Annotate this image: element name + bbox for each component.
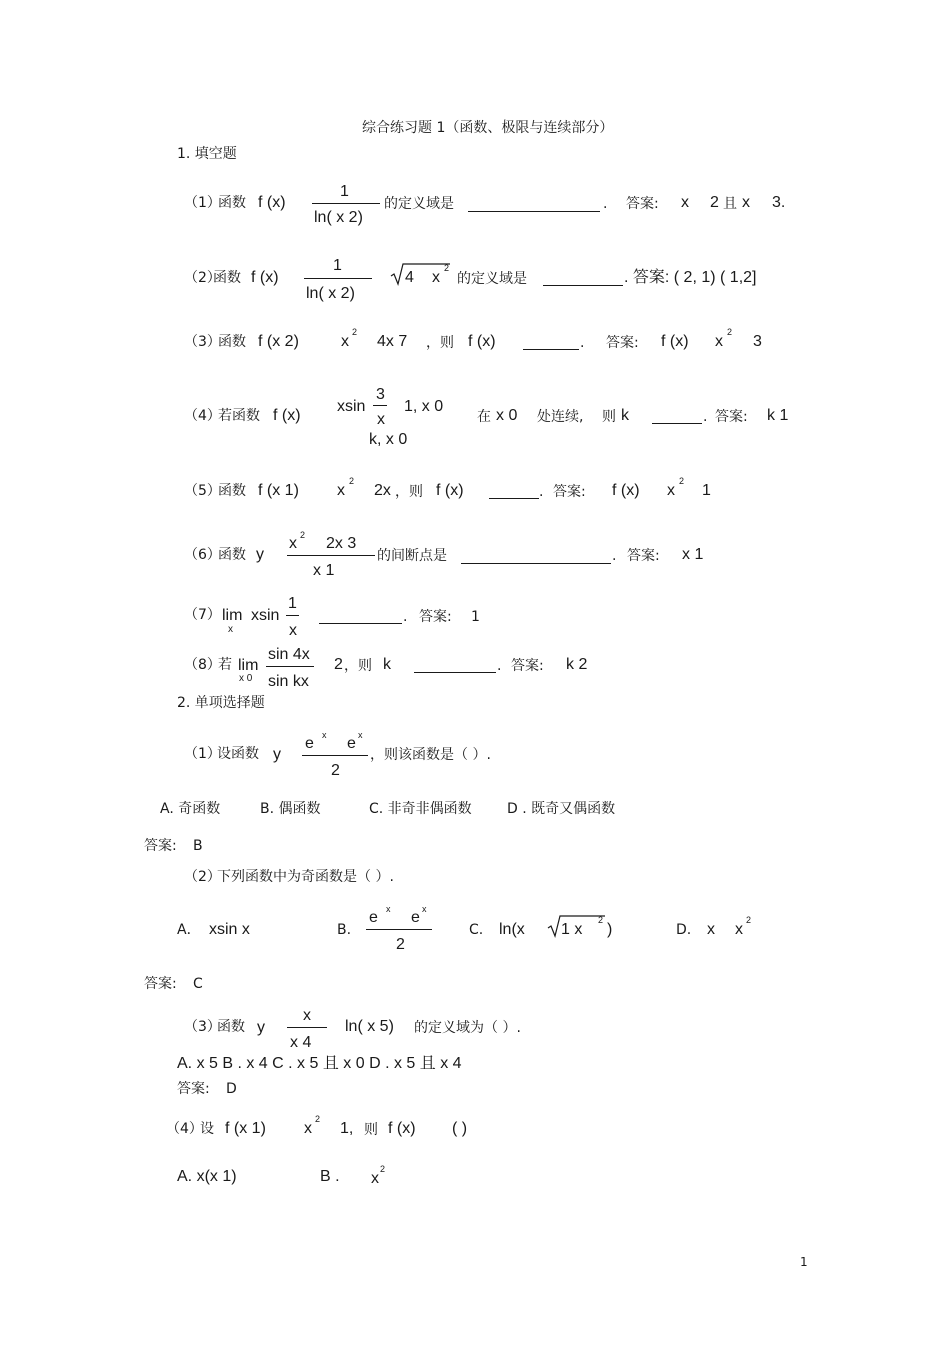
answer-text: x 1: [682, 546, 704, 563]
fraction-numerator: e: [411, 909, 420, 926]
fraction-numerator: 3: [376, 386, 385, 403]
answer-blank: [543, 285, 623, 286]
limit-subscript: x: [228, 624, 233, 635]
punctuation: .: [403, 609, 408, 625]
fraction-bar: [304, 278, 372, 279]
math-expression: f (x 2): [258, 333, 299, 350]
fraction-numerator: e: [305, 735, 314, 752]
fraction-bar: [373, 405, 387, 406]
option-b-label: B.: [337, 922, 352, 938]
option-a: xsin x: [209, 921, 250, 938]
question-text: 函数: [213, 270, 241, 286]
punctuation: .: [497, 658, 502, 674]
fraction-denominator: x: [289, 622, 297, 639]
question-text: 函数: [218, 547, 246, 563]
fraction-denominator: sin kx: [268, 673, 309, 690]
math-expression: x: [337, 482, 345, 499]
math-expression: 2x: [374, 482, 391, 499]
question-number: （2）: [184, 270, 221, 286]
exponent: x: [422, 904, 427, 914]
fraction-denominator: ln( x 2): [306, 285, 355, 302]
answer-text: f (x): [661, 333, 689, 350]
math-expression: f (x 1): [258, 482, 299, 499]
question-number: （4）: [166, 1121, 203, 1137]
option-d: D . 既奇又偶函数: [507, 801, 616, 817]
answer-label: 答案:: [626, 196, 659, 212]
fraction-numerator: 1: [340, 183, 349, 200]
option-d: x: [707, 921, 715, 938]
question-text: 若函数: [218, 408, 260, 424]
exponent: 2: [352, 327, 358, 337]
question-text: 函数: [218, 334, 246, 350]
math-expression: f (x): [468, 333, 496, 350]
math-expression: x: [341, 333, 349, 350]
fraction-denominator: ln( x 2): [314, 209, 363, 226]
fraction-numerator: e: [369, 909, 378, 926]
fraction-bar: [366, 929, 432, 930]
math-expression: f (x): [258, 194, 286, 211]
fraction-numerator: x: [303, 1007, 311, 1024]
options-row: A. x 5 B . x 4 C . x 5 且 x 0 D . x 5 且 x 4: [177, 1055, 462, 1072]
page-title: 综合练习题 1（函数、极限与连续部分）: [362, 120, 614, 136]
question-number: （1）: [184, 195, 221, 211]
answer-text: 2: [710, 194, 719, 211]
sqrt-symbol-icon: [390, 262, 452, 288]
question-number: （6）: [184, 547, 221, 563]
section-2-heading: 2. 单项选择题: [177, 695, 265, 711]
question-number: （1）: [184, 746, 221, 762]
fraction-numerator: 2x 3: [326, 535, 357, 552]
option-a: A. x(x 1): [177, 1168, 237, 1185]
answer-label: 答案:: [419, 609, 452, 625]
answer-text: 1: [471, 609, 480, 625]
exponent: x: [322, 730, 327, 740]
fraction-bar: [302, 755, 368, 756]
question-text: 的定义域是: [457, 271, 527, 287]
answer-text: D: [226, 1081, 237, 1097]
answer-paren: ( ): [452, 1120, 468, 1137]
question-text: 函数: [217, 1019, 245, 1035]
question-text: ，则该函数是（ ）.: [370, 747, 491, 763]
answer-text: 3.: [772, 194, 786, 211]
answer-text: C: [193, 976, 203, 992]
fraction-bar: [286, 615, 299, 616]
question-text: 在: [477, 409, 491, 425]
answer-text: 且: [723, 196, 737, 212]
fraction-bar: [312, 203, 380, 204]
exponent: 2: [727, 327, 733, 337]
math-expression: xsin: [251, 607, 280, 624]
punctuation: .: [603, 196, 608, 212]
exponent: 2: [380, 1164, 386, 1174]
option-c: ): [607, 921, 613, 938]
math-expression: f (x): [251, 269, 279, 286]
question-number: （3）: [184, 334, 221, 350]
fraction-denominator: 2: [396, 936, 405, 953]
fraction-denominator: x 1: [313, 562, 335, 579]
answer-text: B: [193, 838, 203, 854]
exponent: 2: [679, 476, 685, 486]
question-number: （8）: [184, 657, 221, 673]
page-number: 1: [800, 1255, 808, 1269]
option-c-label: C.: [469, 922, 484, 938]
fraction-bar: [287, 555, 375, 556]
section-1-heading: 1. 填空题: [177, 146, 237, 162]
math-expression: y: [273, 746, 281, 763]
exponent: 2: [746, 915, 752, 925]
option-c: 1 x: [561, 921, 583, 938]
option-a: A. 奇函数: [160, 801, 221, 817]
answer-blank: [489, 498, 539, 499]
exponent: 2: [598, 915, 604, 925]
question-text: 的定义域为（ ）.: [414, 1020, 521, 1036]
answer-label: 答案:: [627, 548, 660, 564]
option-d: x: [735, 921, 743, 938]
option-b: B. 偶函数: [260, 801, 321, 817]
limit-subscript: x 0: [239, 673, 253, 684]
exponent: 2: [349, 476, 355, 486]
answer-label: 答案:: [144, 838, 177, 854]
answer-blank: [652, 423, 702, 424]
option-c: ln(x: [499, 921, 525, 938]
answer-label: 答案:: [553, 484, 586, 500]
answer-text: . 答案: ( 2, 1) ( 1,2]: [624, 269, 757, 286]
math-expression: y: [256, 546, 264, 563]
question-text: 函数: [218, 483, 246, 499]
limit-operator: lim: [222, 607, 243, 624]
question-text: 设: [200, 1121, 214, 1137]
answer-text: x: [742, 194, 750, 211]
math-expression: x 0: [496, 407, 518, 424]
answer-text: x: [681, 194, 689, 211]
question-text: 的定义域是: [384, 196, 454, 212]
fraction-denominator: x 4: [290, 1034, 312, 1051]
fraction-numerator: x: [289, 535, 297, 552]
math-expression: 4: [405, 269, 414, 286]
option-b-label: B .: [320, 1168, 340, 1185]
math-expression: x: [304, 1120, 312, 1137]
fraction-denominator: 2: [331, 762, 340, 779]
option-a-label: A．: [177, 922, 201, 938]
option-b: x: [371, 1170, 379, 1187]
answer-text: f (x): [612, 482, 640, 499]
question-number: （7）: [184, 607, 221, 623]
exponent: 2: [300, 530, 306, 540]
limit-operator: lim: [238, 657, 259, 674]
answer-label: 答案:: [606, 335, 639, 351]
answer-blank: [461, 563, 611, 564]
question-text: ，则: [395, 484, 423, 500]
math-expression: k: [383, 656, 391, 673]
answer-blank: [319, 623, 402, 624]
question-text: 则: [602, 409, 616, 425]
answer-label: 答案:: [715, 409, 748, 425]
exponent: 2: [444, 263, 450, 273]
answer-label: 答案:: [177, 1081, 210, 1097]
answer-label: 答案:: [144, 976, 177, 992]
math-expression: f (x): [273, 407, 301, 424]
answer-label: 答案:: [511, 658, 544, 674]
punctuation: .: [580, 335, 585, 351]
math-expression: 4x 7: [377, 333, 408, 350]
answer-text: x: [667, 482, 675, 499]
answer-text: k 2: [566, 656, 588, 673]
fraction-numerator: 1: [288, 595, 297, 612]
math-expression: f (x): [388, 1120, 416, 1137]
math-expression: xsin: [337, 398, 366, 415]
fraction-numerator: 1: [333, 257, 342, 274]
question-text: 的间断点是: [377, 548, 447, 564]
question-text: 若: [218, 657, 232, 673]
question-text: 处连续,: [537, 409, 584, 425]
math-expression: 1, x 0: [404, 398, 444, 415]
fraction-numerator: e: [347, 735, 356, 752]
answer-blank: [468, 211, 600, 212]
answer-text: 1: [702, 482, 711, 499]
fraction-bar: [287, 1027, 327, 1028]
question-text: 则: [364, 1122, 378, 1138]
fraction-denominator: x: [377, 411, 385, 428]
question-number: （4）: [184, 408, 221, 424]
math-expression: f (x 1): [225, 1120, 266, 1137]
option-c: C. 非奇非偶函数: [369, 801, 472, 817]
math-expression: 1,: [340, 1120, 354, 1137]
question-text: ，则: [344, 658, 372, 674]
punctuation: .: [703, 409, 708, 425]
question-text: 函数: [218, 195, 246, 211]
answer-text: k 1: [767, 407, 789, 424]
question-text: 设函数: [217, 746, 259, 762]
fraction-bar: [266, 666, 314, 667]
answer-blank: [523, 349, 579, 350]
math-expression: k: [621, 407, 629, 424]
question-text: 下列函数中为奇函数是（ ）.: [217, 869, 394, 885]
question-number: （3）: [184, 1019, 221, 1035]
math-expression: y: [257, 1019, 265, 1036]
punctuation: .: [539, 484, 544, 500]
math-expression: 2: [334, 656, 343, 673]
punctuation: .: [612, 548, 617, 564]
exponent: x: [386, 904, 391, 914]
answer-text: x: [715, 333, 723, 350]
answer-text: 3: [753, 333, 762, 350]
math-expression: k, x 0: [369, 431, 408, 448]
math-expression: x: [432, 269, 440, 286]
exponent: x: [358, 730, 363, 740]
math-expression: ln( x 5): [345, 1018, 394, 1035]
math-expression: f (x): [436, 482, 464, 499]
option-d-label: D.: [676, 922, 692, 938]
question-number: （2）: [184, 869, 221, 885]
exponent: 2: [315, 1114, 321, 1124]
fraction-numerator: sin 4x: [268, 646, 310, 663]
question-number: （5）: [184, 483, 221, 499]
question-text: ，则: [426, 335, 454, 351]
answer-blank: [414, 672, 496, 673]
